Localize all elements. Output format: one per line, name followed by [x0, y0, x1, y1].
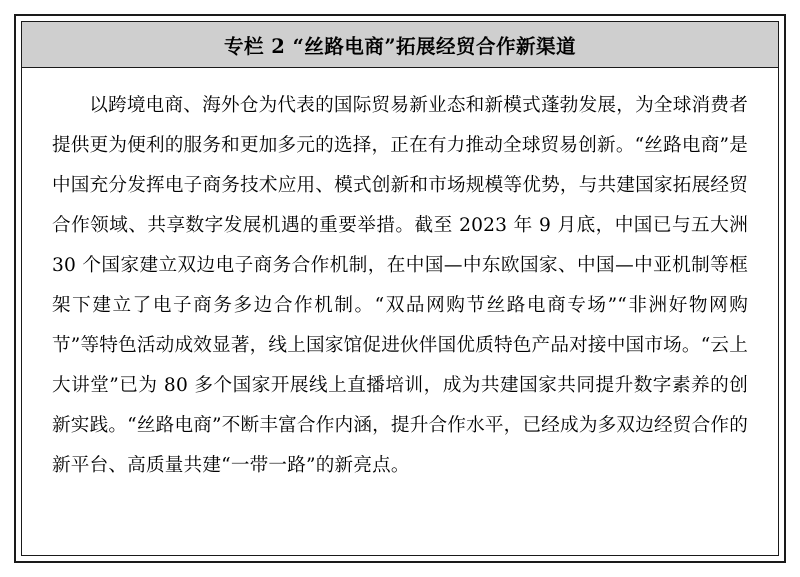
body-paragraph: 以跨境电商、海外仓为代表的国际贸易新业态和新模式蓬勃发展，为全球消费者提供更为便利的服务和更加多元的选择，正在有力推动全球贸易创新。“丝路电商”是中国充分发挥电子商务技术应用、模式创新和市场规模等优势，与共建国家拓展经贸合作领域、共享数字发展机遇的重要举措。截至 2023 年 9 月底，中国已与五大洲 30 个国家建立双边电子商务合作机制，在中国—中东欧国家、中国—中亚机制等框架下建立了电子商务多边合作机制。“双品网购节丝路电商专场”“非洲好物网购节”等特色活动成效显著，线上国家馆促进伙伴国优质特色产品对接中国市场。“云上大讲堂”已为 80 多个国家开展线上直播培训，成为共建国家共同提升数字素养的创新实践。“丝路电商”不断丰富合作内涵，提升合作水平，已经成为多双边经贸合作的新平台、高质量共建“一带一路”的新亮点。: [52, 95, 748, 476]
callout-title: 专栏 2 “丝路电商”拓展经贸合作新渠道: [223, 34, 577, 58]
callout-box: [14, 14, 786, 563]
callout-header: [22, 22, 778, 68]
callout-box-inner-border: [21, 21, 779, 556]
callout-body: [22, 68, 778, 555]
